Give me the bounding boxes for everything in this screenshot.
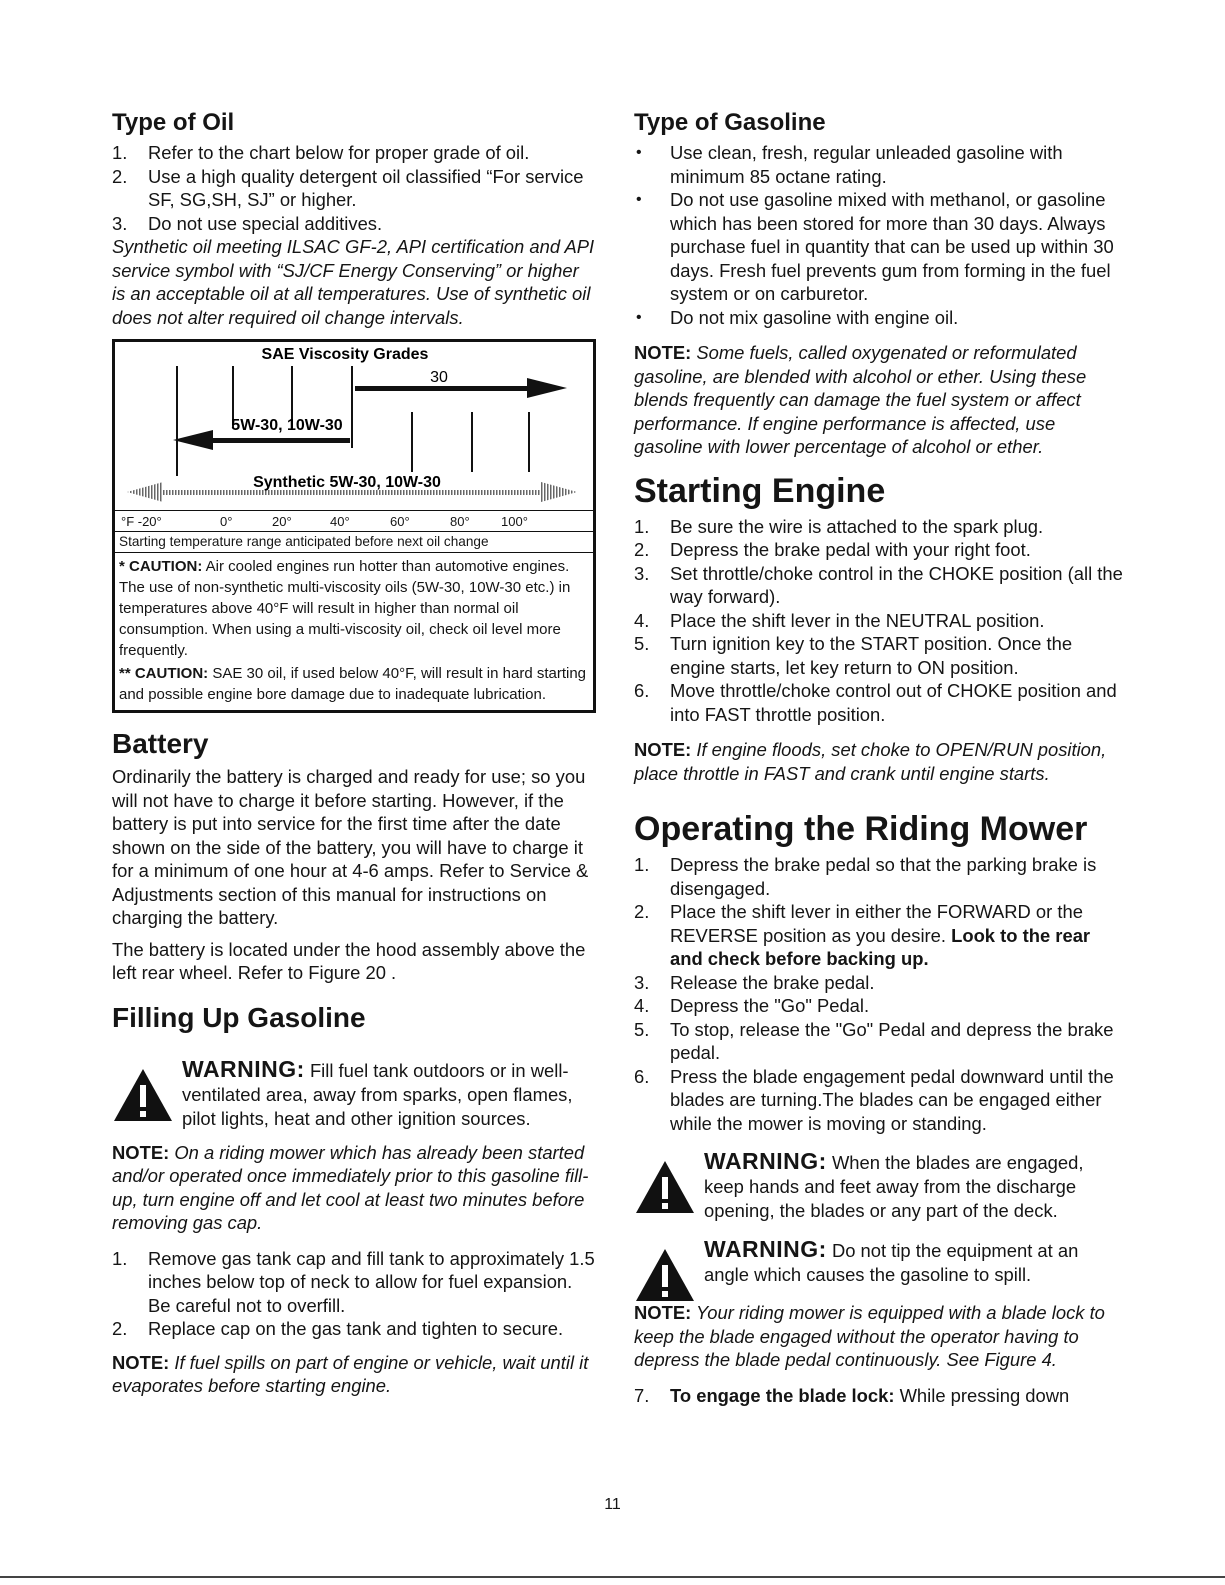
operating-list-continued (634, 1384, 1124, 1408)
starting-list (634, 515, 1124, 727)
list-item: 6. Press the blade engagement pedal downward until the blades are turning.The blades can be engaged either while the mower is moving or standing. (634, 1065, 1114, 1134)
list-item: 3. Do not use special additives. (112, 212, 383, 234)
viscosity-chart (112, 339, 596, 713)
page-number: 11 (604, 1496, 621, 1513)
filling-note-1: NOTE: On a riding mower which has already been started and/or operated once immediately prior to this gasoline fill-up, turn engine off and let cool at least two minutes before removing gas cap. (112, 1141, 589, 1233)
warning-triangle-icon (634, 1247, 696, 1303)
operating-heading: Operating the Riding Mower (634, 810, 1088, 848)
battery-paragraph-1: Ordinarily the battery is charged and ready for use; so you will not have to charge it before starting. However, if the battery is put into service for the first time after the date shown on the side of the battery, you will have to charge it for a minimum of one hour at 4-6 amps. Refer to Service & Adjustments section of this manual for instructions on charging the battery. (112, 766, 589, 928)
battery-paragraph-2: The battery is located under the hood assembly above the left rear wheel. Refer to Figure 20 . (112, 938, 586, 983)
starting-note: NOTE: If engine floods, set choke to OPEN/RUN position, place throttle in FAST and crank until engine starts. (634, 739, 1107, 784)
list-item: 2. Place the shift lever in either the FORWARD or the REVERSE position as you desire. Look to the rear and check before backing up. (634, 901, 1091, 969)
list-item: 1. Refer to the chart below for proper grade of oil. (112, 142, 530, 163)
list-item: 1. Remove gas tank cap and fill tank to approximately 1.5 inches below top of neck to allow for fuel expansion. Be careful not to overfill. (112, 1247, 595, 1316)
list-item: 3. Set throttle/choke control in the CHOKE position (all the way forward). (634, 562, 1123, 607)
list-item: 2. Use a high quality detergent oil classified “For service SF, SG,SH, SJ” or higher. (112, 165, 584, 210)
list-item: • Do not use gasoline mixed with methanol, or gasoline which has been stored for more than 30 days. Always purchase fuel in quantity that can be used up within 30 days. Fresh fuel prevents gum from forming in the fuel system or on carburetor. (636, 189, 1114, 304)
label-synthetic: Synthetic 5W-30, 10W-30 (253, 474, 441, 491)
gasoline-list (634, 141, 1124, 329)
caution-2: ** CAUTION: SAE 30 oil, if used below 40°F, will result in hard starting and possible engine bore damage due to inadequate lubrication. (119, 665, 587, 703)
warning-triangle-icon (112, 1067, 174, 1123)
gasoline-note: NOTE: Some fuels, called oxygenated or reformulated gasoline, are blended with alcohol or ether. Using these blends frequently can damage the fuel system or affect performance. If engine performance is affected, use gasoline with lower percentage of alcohol or ether. (634, 342, 1087, 457)
operating-note: NOTE: Your riding mower is equipped with a blade lock to keep the blade engaged without the operator having to depress the blade pedal continuously. See Figure 4. (634, 1302, 1105, 1370)
list-item: 1. Depress the brake pedal so that the parking brake is disengaged. (634, 854, 1097, 899)
list-item: 2. Depress the brake pedal with your right foot. (634, 539, 1031, 560)
axis-tick-label: 0° (220, 514, 233, 529)
temperature-axis (115, 510, 593, 531)
right-column (634, 108, 1124, 1407)
list-item: 5. To stop, release the "Go" Pedal and depress the brake pedal. (634, 1018, 1114, 1063)
list-item: 5. Turn ignition key to the START position. Once the engine starts, let key return to ON position. (634, 633, 1073, 678)
synthetic-arrowhead-right (541, 482, 577, 502)
type-of-gasoline-heading: Type of Gasoline (634, 109, 826, 136)
filling-list (112, 1247, 596, 1341)
blade-warning: WARNING: When the blades are engaged, keep hands and feet away from the discharge opening, the blades or any part of the deck. (634, 1149, 1124, 1223)
fuel-warning: WARNING: Fill fuel tank outdoors or in well-ventilated area, away from sparks, open flames, pilot lights, heat and other ignition sources. (112, 1057, 596, 1131)
list-item: 3. Release the brake pedal. (634, 971, 875, 993)
caution-1: * CAUTION: Air cooled engines run hotter than automotive engines. The use of non-synthetic multi-viscosity oils (5W-30, 10W-30 etc.) in temperatures above 40°F will result in higher than normal oil consumption. When using a multi-viscosity oil, check oil level more frequently. (119, 558, 571, 659)
list-item: 2. Replace cap on the gas tank and tighten to secure. (112, 1318, 564, 1339)
axis-tick-label: 80° (450, 514, 470, 529)
list-item: • Do not mix gasoline with engine oil. (636, 306, 959, 328)
operating-list (634, 853, 1124, 1135)
type-of-oil-heading: Type of Oil (112, 109, 235, 136)
multi-arrowhead (173, 430, 213, 450)
list-item: 7. To engage the blade lock: While pressing down (634, 1384, 1070, 1406)
left-column (112, 108, 596, 1398)
label-multi-viscosity: 5W-30, 10W-30 (231, 417, 343, 434)
sae30-arrow-shaft (355, 386, 535, 391)
axis-tick-label: 20° (272, 514, 292, 529)
list-item: 6. Move throttle/choke control out of CHOKE position and into FAST throttle position. (634, 680, 1117, 725)
list-item: • Use clean, fresh, regular unleaded gasoline with minimum 85 octane rating. (636, 142, 1063, 187)
warning-triangle-icon (634, 1159, 696, 1215)
sae30-arrowhead (527, 378, 567, 398)
list-item: 4. Depress the "Go" Pedal. (634, 995, 870, 1016)
synthetic-oil-note: Synthetic oil meeting ILSAC GF-2, API certification and API service symbol with “SJ/CF Energy Conserving” or higher is an acceptable oil at all temperatures. Use of synthetic oil does not alter required oil change intervals. (112, 236, 595, 328)
list-item: 1. Be sure the wire is attached to the spark plug. (634, 515, 1044, 537)
label-30: 30 (430, 369, 448, 386)
chart-title: SAE Viscosity Grades (261, 346, 429, 363)
synthetic-arrowhead-left (127, 482, 163, 502)
filling-gasoline-heading: Filling Up Gasoline (112, 1001, 366, 1033)
starting-engine-heading: Starting Engine (634, 471, 886, 510)
page-bottom-rule (0, 1576, 1225, 1578)
axis-tick-label: 40° (330, 514, 350, 529)
tip-warning: WARNING: Do not tip the equipment at an angle which causes the gasoline to spill. (634, 1237, 1124, 1287)
list-item: 4. Place the shift lever in the NEUTRAL position. (634, 609, 1045, 631)
chart-caption: Starting temperature range anticipated before next oil change (115, 531, 593, 553)
axis-tick-label: °F -20° (121, 514, 162, 529)
axis-tick-label: 60° (390, 514, 410, 529)
battery-heading: Battery (112, 728, 209, 759)
axis-tick-label: 100° (501, 514, 528, 529)
multi-arrow-shaft (205, 438, 350, 443)
oil-list (112, 141, 596, 235)
viscosity-chart-graphic (115, 342, 593, 510)
caution-box (115, 553, 593, 710)
filling-note-2: NOTE: If fuel spills on part of engine or vehicle, wait until it evaporates before starting engine. (112, 1351, 589, 1396)
